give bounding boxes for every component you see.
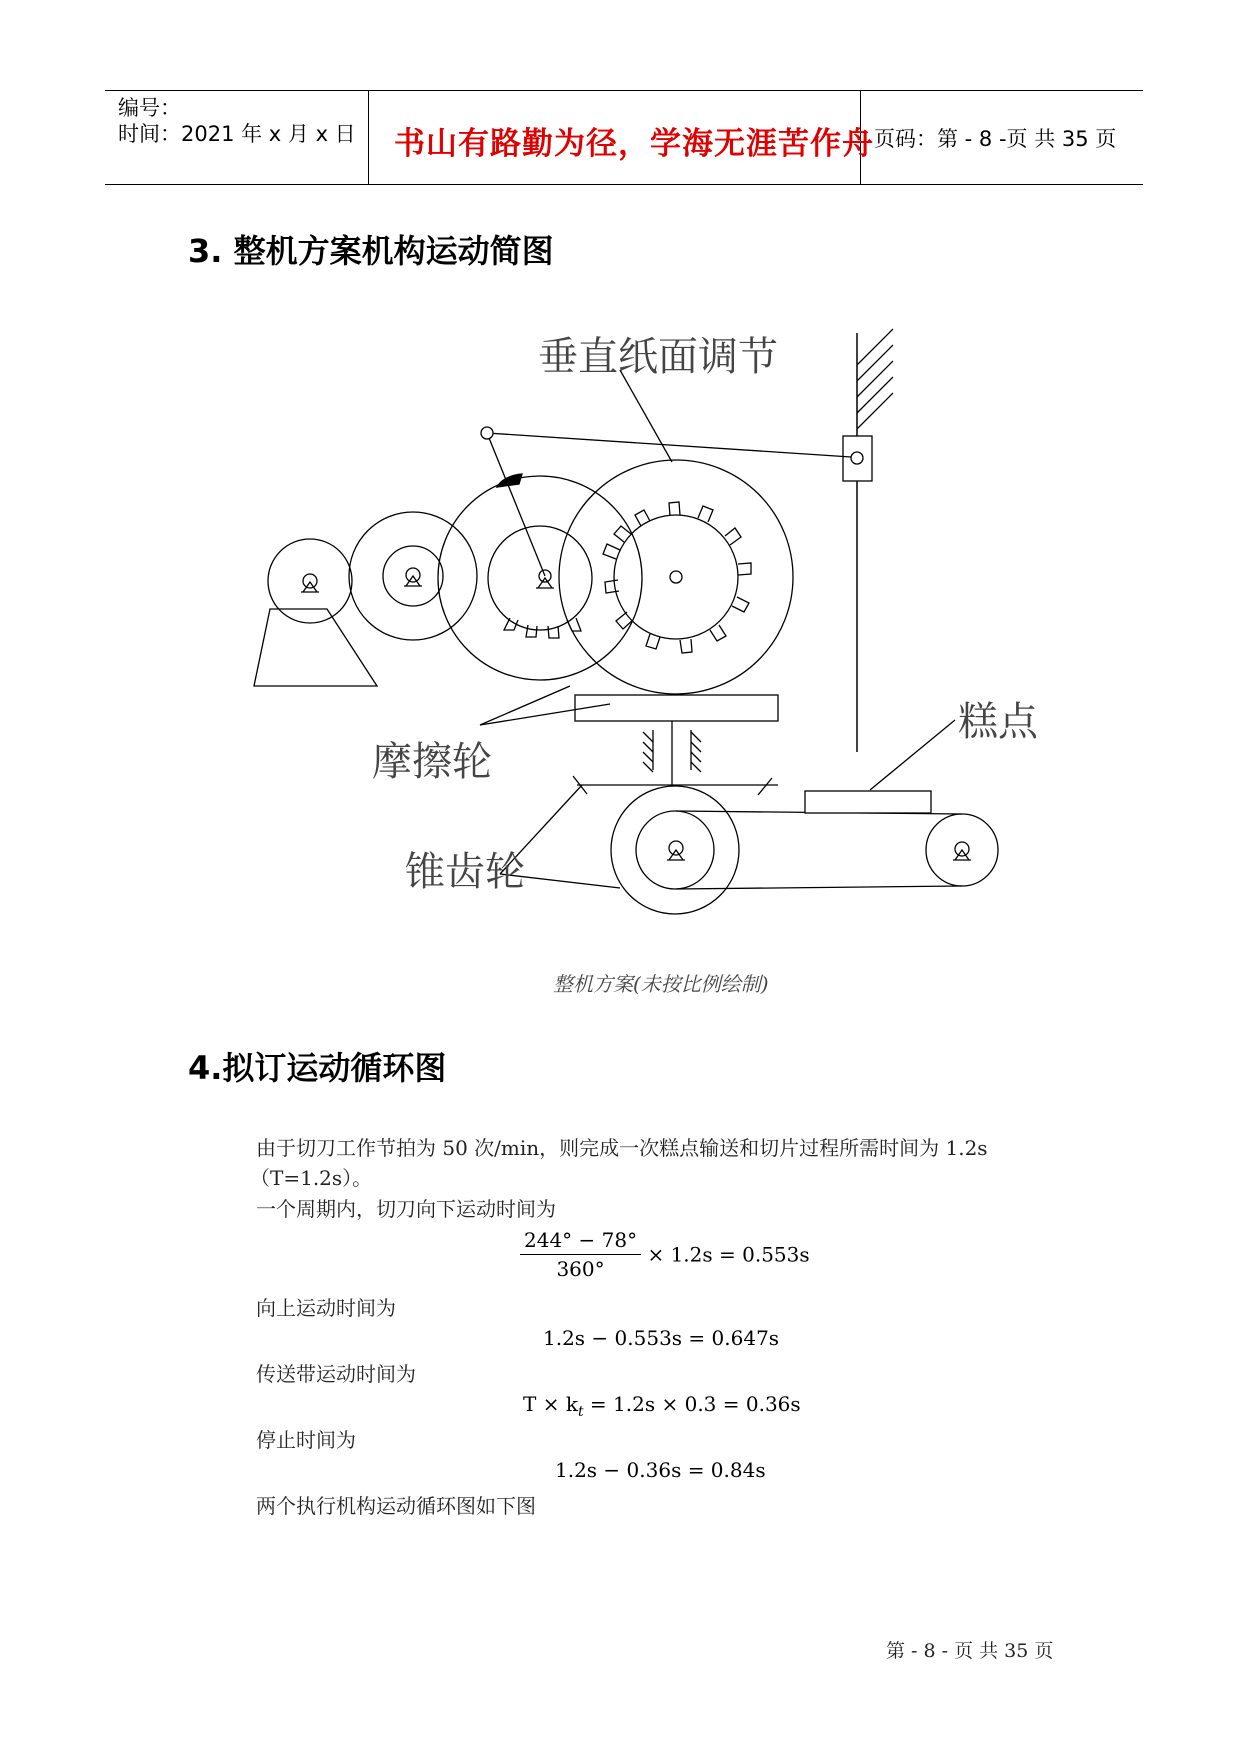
label-cake: 糕点 [958,699,1038,745]
equation-4: 1.2s − 0.36s = 0.84s [555,1458,766,1482]
equation-1-rest: × 1.2s = 0.553s [647,1242,810,1267]
header-divider-left [368,90,369,184]
equation-1-denominator: 360° [556,1257,605,1281]
link-bar-crank [487,433,545,576]
label-bevel-gear: 锥齿轮 [405,849,525,895]
link-pivot [481,427,493,439]
cake-item [805,791,931,813]
slider-block [843,436,872,481]
paragraph-1-line-2: （T=1.2s）。 [250,1166,373,1190]
equation-3-subscript: t [577,1404,584,1420]
paragraph-2: 一个周期内，切刀向下运动时间为 [256,1197,556,1221]
conveyor-drive-wheel [611,786,739,914]
paragraph-5: 停止时间为 [256,1428,356,1452]
paragraph-6: 两个执行机构运动循环图如下图 [256,1494,536,1518]
conveyor-belt-bottom [676,886,962,889]
wall-hatching [857,329,893,429]
main-gear-teeth [603,502,751,653]
header-time-label: 时间：2021 年 x 月 x 日 [118,122,356,146]
header-motto: 书山有路勤为径，学海无涯苦作舟 [394,126,874,162]
link-bar-top [487,433,851,457]
label-friction-wheel: 摩擦轮 [372,739,492,785]
equation-1-numerator: 244° − 78° [520,1228,641,1255]
section-4-title: 4.拟订运动循环图 [188,1049,447,1087]
section-3-title: 3. 整机方案机构运动简图 [188,232,554,270]
label-vertical-adjust: 垂直纸面调节 [538,334,778,380]
paragraph-4: 传送带运动时间为 [256,1362,416,1386]
page-footer: 第 - 8 - 页 共 35 页 [886,1640,1054,1662]
equation-1 [520,1228,810,1281]
figure-caption: 整机方案(未按比例绘制) [553,972,769,996]
header-number-label: 编号： [118,96,181,120]
equation-3 [523,1392,801,1420]
equation-3-part-b: = 1.2s × 0.3 = 0.36s [583,1392,801,1416]
main-gear-outer [559,460,793,694]
paragraph-3: 向上运动时间为 [256,1296,396,1320]
cutter-plate [575,695,778,721]
header-top-rule [105,90,1143,91]
left-support-triangle [254,609,377,686]
header-page-code: 页码：第 - 8 -页 共 35 页 [874,127,1117,151]
paragraph-1-line-1: 由于切刀工作节拍为 50 次/min，则完成一次糕点输送和切片过程所需时间为 1.2s [256,1136,988,1160]
mechanism-diagram [0,320,1241,960]
header-bottom-rule [105,184,1143,185]
main-gear-pin [670,571,682,583]
equation-3-part-a: T × k [523,1392,578,1416]
equation-2: 1.2s − 0.553s = 0.647s [543,1326,780,1350]
